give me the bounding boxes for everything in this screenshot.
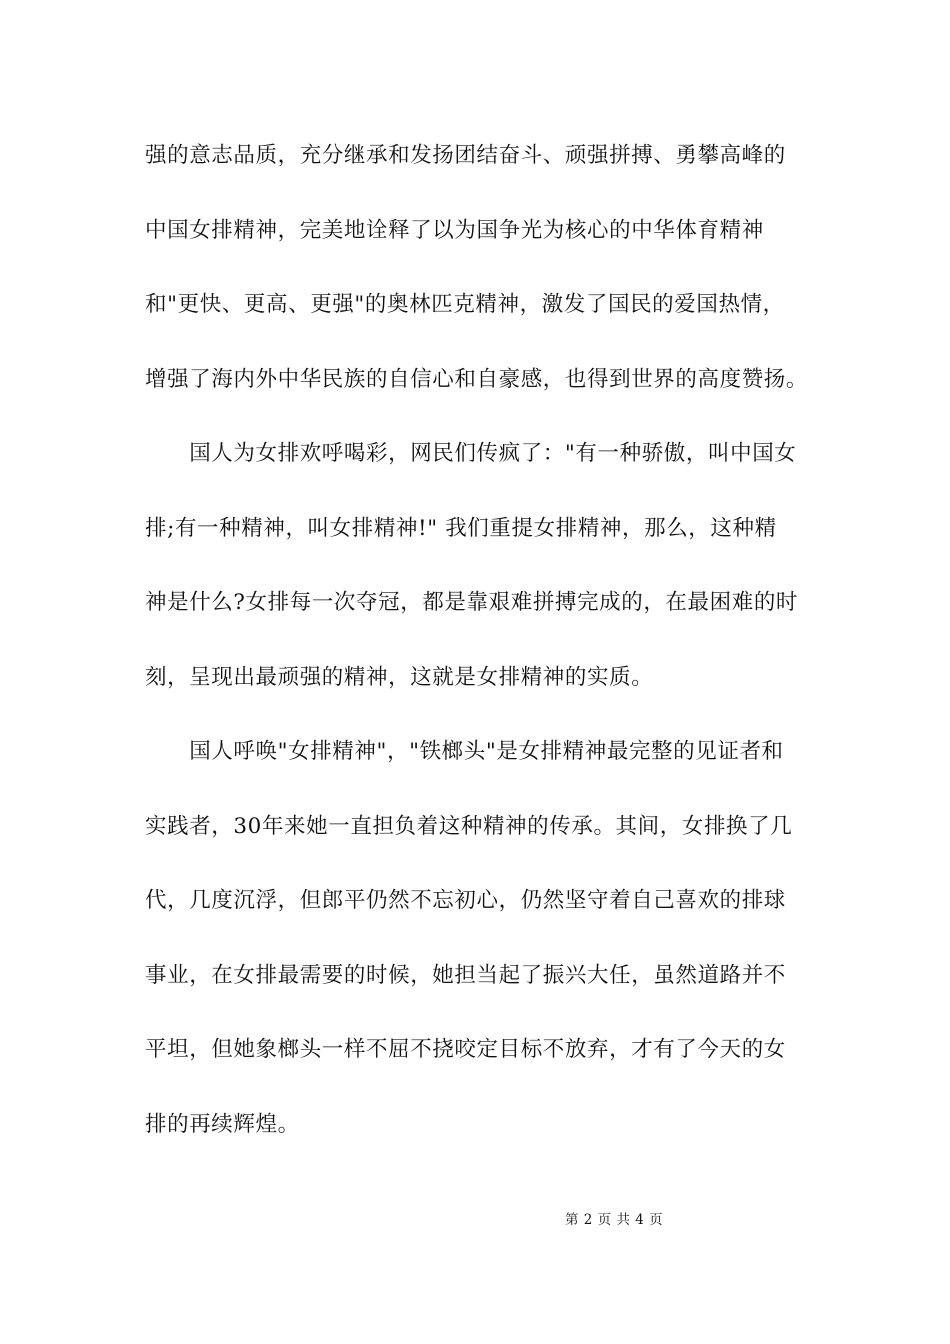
text-line: 实践者，30年来她一直担负着这种精神的传承。其间，女排换了几 (145, 813, 793, 839)
text-line: 代，几度沉浮，但郎平仍然不忘初心，仍然坚守着自己喜欢的排球 (145, 888, 786, 913)
text-line: 强的意志品质，充分继承和发扬团结奋斗、顽强拼搏、勇攀高峰的 (145, 143, 786, 168)
text-line: 增强了海内外中华民族的自信心和自豪感，也得到世界的高度赞扬。 (145, 366, 809, 392)
text-line: 排的再续辉煌。 (145, 1111, 300, 1137)
text-line: 神是什么?女排每一次夺冠，都是靠艰难拼搏完成的，在最困难的时 (145, 590, 799, 615)
page-number-footer: 第 2 页 共 4 页 (565, 1212, 664, 1228)
text-line: 平坦，但她象榔头一样不屈不挠咬定目标不放弃，才有了今天的女 (145, 1037, 786, 1062)
text-line: 和"更快、更高、更强"的奥林匹克精神，激发了国民的爱国热情， (145, 292, 785, 317)
body-text (145, 126, 809, 1169)
text-line: 刻，呈现出最顽强的精神，这就是女排精神的实质。 (145, 664, 654, 690)
text-line: 国人为女排欢呼喝彩，网民们传疯了："有一种骄傲，叫中国女 (145, 441, 797, 466)
text-line: 事业，在女排最需要的时候，她担当起了振兴大任，虽然道路并不 (145, 962, 786, 988)
text-line: 国人呼唤"女排精神"，"铁榔头"是女排精神最完整的见证者和 (145, 739, 784, 764)
text-line: 中国女排精神，完美地诠释了以为国争光为核心的中华体育精神 (145, 217, 764, 243)
text-line: 排;有一种精神，叫女排精神!" 我们重提女排精神，那么，这种精 (145, 515, 777, 541)
